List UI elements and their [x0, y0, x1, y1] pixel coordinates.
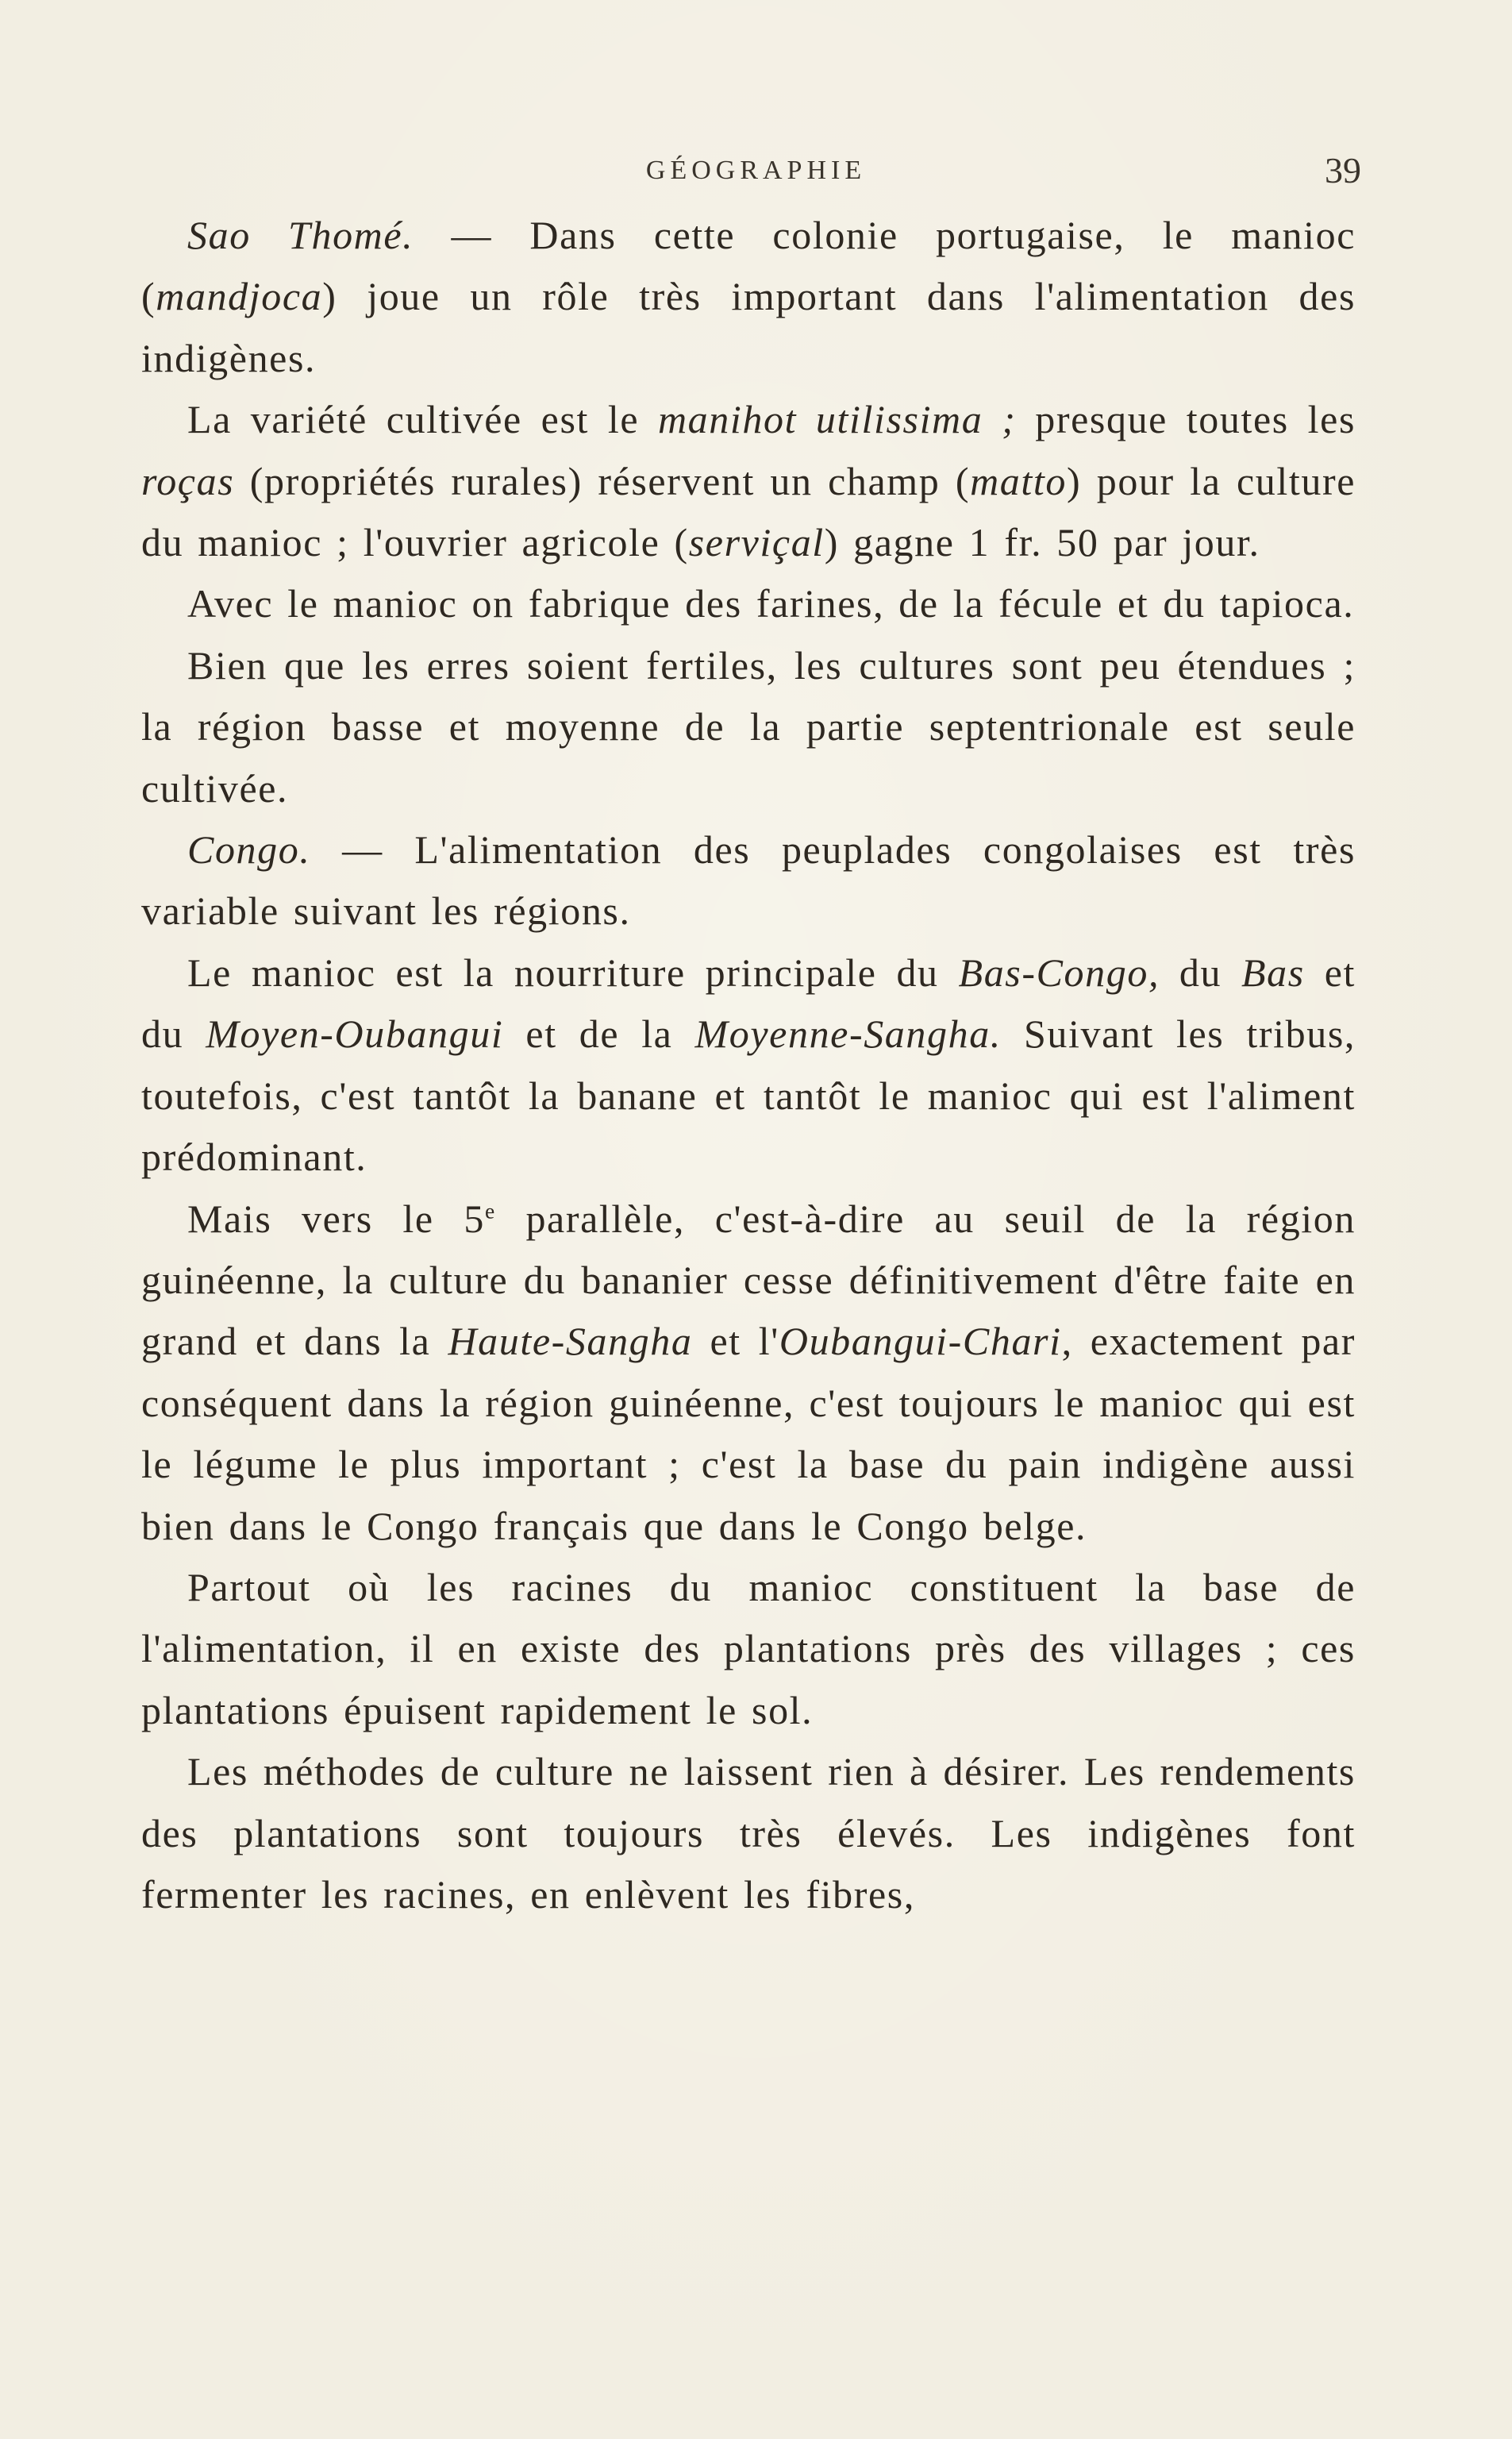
paragraph: [141, 1557, 1356, 1741]
text-run: ) joue un rôle très important dans l'alimentation des indigènes.: [141, 274, 1356, 380]
italic-term: manihot utilissima ;: [657, 397, 1017, 442]
text-run: ) gagne 1 fr. 50 par jour.: [824, 520, 1260, 565]
paragraph: [141, 1741, 1356, 1925]
text-run: La variété cultivée est le: [187, 397, 658, 442]
paragraph: [141, 1189, 1356, 1557]
text-run: et l': [692, 1319, 779, 1364]
text-run: Avec le manioc on fabrique des farines, de la fécule et du tapioca.: [187, 581, 1355, 626]
text-run: ) pour la culture du manioc ; l'ouvrier agricole (: [141, 458, 1356, 565]
page-header: [143, 149, 1369, 197]
italic-term: matto: [970, 458, 1067, 503]
text-run: Mais vers le 5: [187, 1196, 485, 1241]
text-run: (propriétés rurales) réservent un champ (: [234, 458, 971, 503]
text-run: et du: [141, 950, 1356, 1057]
text-run: parallèle, c'est-à-dire au seuil de la région guinéenne, la culture du bananier cesse définitivement d'être faite en grand et dans la: [141, 1196, 1356, 1364]
text-run: — L'alimentation des peuplades congolaises est très variable suivant les régions.: [141, 827, 1356, 934]
paragraph: [141, 819, 1356, 942]
paragraph: [141, 389, 1356, 573]
italic-term: Haute-Sangha: [448, 1319, 693, 1364]
italic-term: Congo.: [187, 827, 311, 873]
text-run: Les méthodes de culture ne laissent rien à désirer. Les rendements des plantations sont toujours très élevés. Les indigènes font fermenter les racines, en enlèvent les fibres,: [141, 1749, 1356, 1917]
text-run: Partout où les racines du manioc constituent la base de l'alimentation, il en existe des plantations près des villages ; ces plantations épuisent rapidement le sol.: [141, 1564, 1356, 1732]
paragraph: [141, 942, 1356, 1189]
italic-term: Oubangui-Chari: [779, 1319, 1062, 1364]
paragraph: [141, 205, 1356, 389]
text-run: Bien que les erres soient fertiles, les cultures sont peu étendues ; la région basse et moyenne de la partie septentrionale est seule cultivée.: [141, 642, 1356, 811]
italic-term: Sao Thomé.: [187, 213, 414, 257]
paragraph: [141, 573, 1356, 634]
running-title: GÉOGRAPHIE: [645, 156, 867, 185]
body-text: [141, 205, 1356, 1925]
italic-term: Moyen-Oubangui: [206, 1011, 504, 1057]
superscript: e: [484, 1197, 496, 1223]
text-run: presque toutes les: [1016, 397, 1356, 442]
italic-term: Moyenne-Sangha.: [694, 1011, 1002, 1057]
italic-term: roças: [141, 458, 235, 503]
text-run: — Dans cette colonie portugaise, le manioc (: [141, 213, 1356, 319]
text-run: Le manioc est la nourriture principale du: [187, 950, 959, 995]
page-number: 39: [1325, 150, 1361, 191]
italic-term: mandjoca: [156, 274, 323, 319]
text-run: Suivant les tribus, toutefois, c'est tantôt la banane et tantôt le manioc qui est l'aliment prédominant.: [141, 1011, 1356, 1180]
italic-term: Bas: [1241, 950, 1305, 995]
text-run: , exactement par conséquent dans la région guinéenne, c'est toujours le manioc qui est le légume le plus important ; c'est la base du pain indigène aussi bien dans le Congo français que dans le Congo belge.: [141, 1319, 1356, 1548]
text-run: et de la: [503, 1011, 695, 1057]
italic-term: serviçal: [688, 520, 825, 565]
text-run: du: [1160, 950, 1242, 995]
italic-term: Bas-Congo,: [958, 950, 1160, 995]
paragraph: [141, 635, 1356, 819]
